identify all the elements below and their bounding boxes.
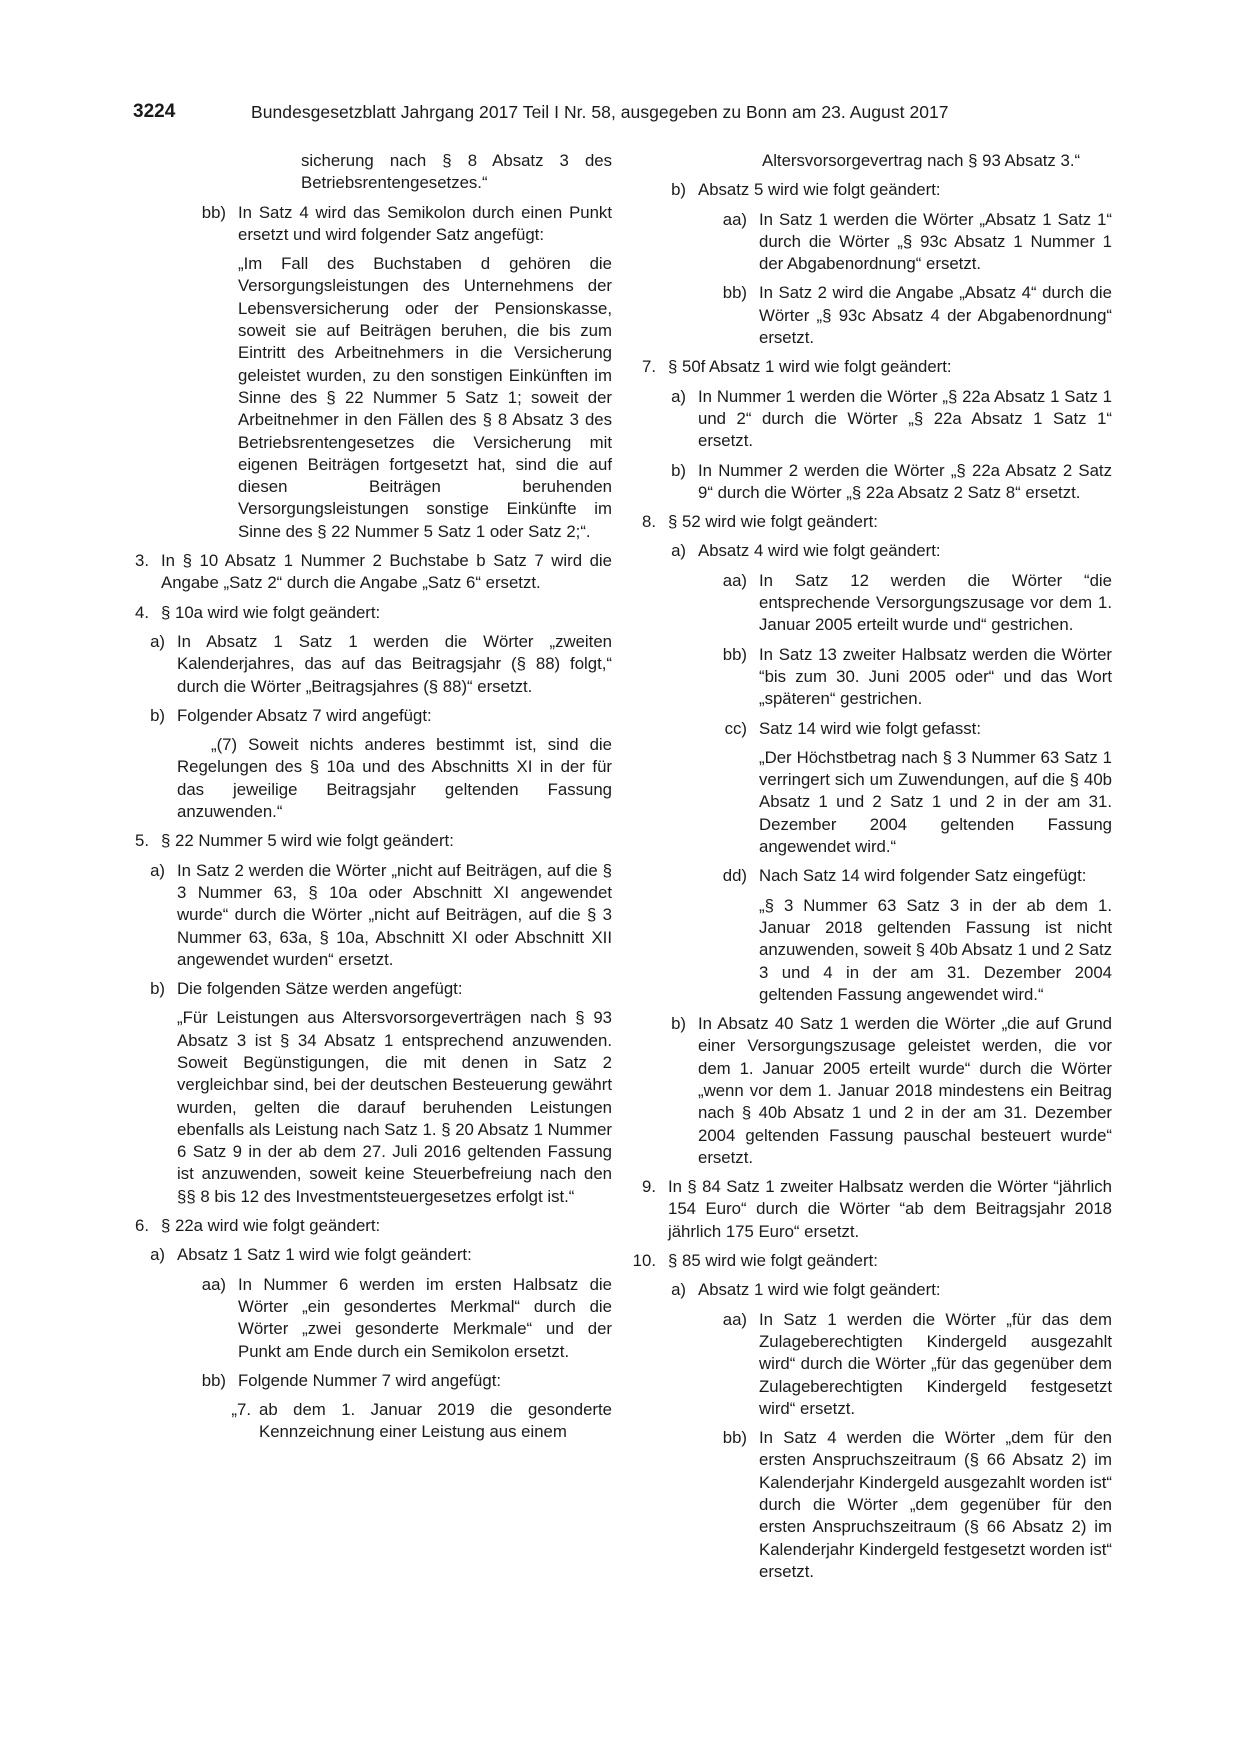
item-number: 9. <box>642 1177 656 1197</box>
quoted-text: „(7) Soweit nichts anderes bestimmt ist, sind die Regelungen des § 10a und des Abschnitts XI in der für das jeweilige Beitragsjahr geltenden Fassung anzuwenden.“ <box>177 735 612 822</box>
amendment-text: In Satz 2 wird die Angabe „Absatz 4“ durch die Wörter „§ 93c Absatz 4 der Abgabenordnung“ ersetzt. <box>759 283 1112 348</box>
continuation-text <box>301 150 612 195</box>
amendment-text: sicherung nach § 8 Absatz 3 des Betriebsrentengesetzes.“ <box>301 151 612 193</box>
quoted-text: „§ 3 Nummer 63 Satz 3 in der ab dem 1. Januar 2018 geltenden Fassung ist nicht anzuwenden, soweit § 40b Absatz 1 und 2 Satz 3 und 4 in der am 31. Dezember 2004 geltenden Fassung angewendet wird.“ <box>759 895 1112 1004</box>
list-item <box>710 865 1112 1006</box>
item-number: b) <box>671 1014 686 1034</box>
list-item <box>135 1215 612 1237</box>
amendment-text: In Nummer 6 werden im ersten Halbsatz die Wörter „ein gesondertes Merkmal“ durch die Wörter „zwei gesonderte Merkmale“ und der Punkt am Ende durch ein Semikolon ersetzt. <box>238 1274 612 1361</box>
list-item <box>710 644 1112 711</box>
list-item <box>149 705 612 823</box>
list-item <box>632 356 1112 378</box>
list-item <box>670 1279 1112 1301</box>
amendment-text: Nach Satz 14 wird folgender Satz eingefügt: <box>759 866 1087 886</box>
amendment-text: Die folgenden Sätze werden angefügt: <box>177 979 463 999</box>
amendment-text: Absatz 4 wird wie folgt geändert: <box>698 541 941 561</box>
page-header <box>133 101 1113 131</box>
amendment-text: § 22a wird wie folgt geändert: <box>161 1216 381 1236</box>
list-item <box>189 1370 612 1392</box>
list-item <box>135 550 612 595</box>
quoted-text: ab dem 1. Januar 2019 die gesonderte Kennzeichnung einer Leistung aus einem <box>259 1400 612 1442</box>
item-number: 3. <box>135 551 149 571</box>
list-item <box>189 202 612 543</box>
item-number: dd) <box>722 866 747 886</box>
amendment-text: § 50f Absatz 1 wird wie folgt geändert: <box>668 357 952 377</box>
continuation-text <box>762 150 1112 172</box>
list-item <box>149 860 612 971</box>
list-item <box>632 1176 1112 1243</box>
item-number: a) <box>671 386 686 406</box>
item-number: bb) <box>722 1428 747 1448</box>
list-item <box>710 570 1112 637</box>
item-number: a) <box>150 860 165 880</box>
list-item <box>149 978 612 1208</box>
list-item <box>670 460 1112 505</box>
item-number: 7. <box>642 357 656 377</box>
item-number: 5. <box>135 831 149 851</box>
list-item <box>149 1244 612 1266</box>
amendment-text: In Satz 13 zweiter Halbsatz werden die Wörter “bis zum 30. Juni 2005 oder“ und das Wort „späteren“ gestrichen. <box>759 644 1112 709</box>
amendment-text: In Absatz 1 Satz 1 werden die Wörter „zweiten Kalenderjahres, das auf das Beitragsjahr (§ 88) folgt,“ durch die Wörter „Beitragsjahres (§ 88)“ ersetzt. <box>177 631 612 696</box>
list-item <box>189 1274 612 1363</box>
quoted-text: „Der Höchstbetrag nach § 3 Nummer 63 Satz 1 verringert sich um Zuwendungen, auf die § 40b Absatz 1 und 2 Satz 1 und 2 in der am 31. Dezember 2004 geltenden Fassung angewendet wird.“ <box>759 747 1112 857</box>
item-number: bb) <box>722 283 747 303</box>
item-number: aa) <box>722 209 747 229</box>
item-number: „7. <box>231 1400 251 1420</box>
amendment-text: Absatz 5 wird wie folgt geändert: <box>698 180 941 200</box>
amendment-text: In Satz 1 werden die Wörter „Absatz 1 Satz 1“ durch die Wörter „§ 93c Absatz 1 Nummer 1 der Abgabenordnung“ ersetzt. <box>759 209 1112 274</box>
amendment-text: In § 10 Absatz 1 Nummer 2 Buchstabe b Satz 7 wird die Angabe „Satz 2“ durch die Angabe „Satz 6“ ersetzt. <box>161 551 612 593</box>
item-number: a) <box>150 1245 165 1265</box>
list-item <box>710 282 1112 349</box>
list-item <box>670 540 1112 562</box>
item-number: 4. <box>135 602 149 622</box>
item-number: b) <box>671 180 686 200</box>
list-item <box>149 631 612 698</box>
amendment-text: § 85 wird wie folgt geändert: <box>668 1251 878 1271</box>
amendment-text: Folgender Absatz 7 wird angefügt: <box>177 705 432 725</box>
amendment-text: Folgende Nummer 7 wird angefügt: <box>238 1370 502 1390</box>
left-column <box>135 150 612 1444</box>
item-number: a) <box>671 541 686 561</box>
amendment-text: In Absatz 40 Satz 1 werden die Wörter „die auf Grund einer Versorgungszusage geleistet werden, die vor dem 1. Januar 2005 erteilt wurde“ durch die Wörter „wenn vor dem 1. Januar 2018 mindestens ein Beitrag nach § 40b Absatz 1 und 2 in der am 31. Dezember 2004 geltenden Fassung pauschal besteuert wurde“ ersetzt. <box>698 1014 1112 1167</box>
item-number: a) <box>671 1280 686 1300</box>
list-item <box>135 602 612 624</box>
item-number: aa) <box>722 570 747 590</box>
list-item <box>223 1399 612 1444</box>
amendment-text: In Satz 4 werden die Wörter „dem für den ersten Anspruchszeitraum (§ 66 Absatz 2) im Kalenderjahr Kindergeld ausgezahlt worden ist“ durch die Wörter „dem gegenüber für den ersten Anspruchszeitraum (§ 66 Absatz 2) im Kalenderjahr Kindergeld festgesetzt worden ist“ ersetzt. <box>759 1428 1112 1581</box>
list-item <box>670 1013 1112 1169</box>
amendment-text: Absatz 1 wird wie folgt geändert: <box>698 1280 941 1300</box>
amendment-text: In § 84 Satz 1 zweiter Halbsatz werden die Wörter “jährlich 154 Euro“ durch die Wörter “ab dem Beitragsjahr 2018 jährlich 175 Euro“ ersetzt. <box>668 1177 1112 1241</box>
amendment-text: In Satz 1 werden die Wörter „für das dem Zulageberechtigten Kindergeld ausgezahlt wird“ durch die Wörter „für das gegenüber dem Zulageberechtigten Kindergeld festgesetzt wird“ ersetzt. <box>759 1309 1112 1418</box>
amendment-text: In Nummer 1 werden die Wörter „§ 22a Absatz 1 Satz 1 und 2“ durch die Wörter „§ 22a Absatz 1 Satz 1“ ersetzt. <box>698 386 1112 451</box>
amendment-text: In Satz 2 werden die Wörter „nicht auf Beiträgen, auf die § 3 Nummer 63, § 10a oder Abschnitt XI angewendet wurde“ durch die Wörter „nicht auf Beiträgen, auf die § 3 Nummer 63, 63a, § 10a, Abschnitt XI oder Abschnitt XII angewendet wurden“ ersetzt. <box>177 860 612 969</box>
list-item <box>710 209 1112 276</box>
list-item <box>632 511 1112 533</box>
item-number: b) <box>150 705 165 725</box>
item-number: 10. <box>632 1251 656 1271</box>
list-item <box>710 1309 1112 1420</box>
amendment-text: Satz 14 wird wie folgt gefasst: <box>759 718 981 738</box>
list-item <box>670 179 1112 201</box>
amendment-text: In Nummer 2 werden die Wörter „§ 22a Absatz 2 Satz 9“ durch die Wörter „§ 22a Absatz 2 Satz 8“ ersetzt. <box>698 460 1112 502</box>
amendment-text: Absatz 1 Satz 1 wird wie folgt geändert: <box>177 1245 472 1265</box>
item-number: bb) <box>722 644 747 664</box>
amendment-text: Altersvorsorgevertrag nach § 93 Absatz 3.“ <box>762 151 1081 170</box>
amendment-text: § 10a wird wie folgt geändert: <box>161 602 381 622</box>
amendment-text: In Satz 4 wird das Semikolon durch einen Punkt ersetzt und wird folgender Satz angefügt: <box>238 202 612 244</box>
quoted-text: „Für Leistungen aus Altersvorsorgeverträgen nach § 93 Absatz 3 ist § 34 Absatz 1 entsprechend anzuwenden. Soweit Begünstigungen, die mit denen in Satz 2 vergleichbar sind, bei der deutschen Besteuerung gewährt wurden, gelten die darauf beruhenden Leistungen ebenfalls als Leistung nach Satz 1. § 20 Absatz 1 Nummer 6 Satz 9 in der ab dem 27. Juli 2016 geltenden Fassung ist anzuwenden, soweit keine Steuerbefreiung nach den §§ 8 bis 12 des Investmentsteuergesetzes erfolgt ist.“ <box>177 1008 612 1206</box>
right-column <box>632 150 1112 1583</box>
item-number: a) <box>150 631 165 651</box>
list-item <box>632 1250 1112 1272</box>
item-number: b) <box>150 979 165 999</box>
item-number: bb) <box>201 1370 226 1390</box>
item-number: aa) <box>722 1309 747 1329</box>
list-item <box>710 1427 1112 1583</box>
quoted-text: „Im Fall des Buchstaben d gehören die Versorgungsleistungen des Unternehmens der Lebensversicherung oder der Pensionskasse, soweit sie auf Beiträgen beruhen, die bis zum Eintritt des Arbeitnehmers in die Versicherung geleistet wurden, zu den sonstigen Einkünften im Sinne des § 22 Nummer 5 Satz 1; soweit der Arbeitnehmer in den Fällen des § 8 Absatz 3 des Betriebsrentengesetzes die Versicherung mit eigenen Beiträgen fortgesetzt hat, sind die auf diesen Beiträgen beruhenden Versorgungsleistungen sonstige Einkünfte im Sinne des § 22 Nummer 5 Satz 1 oder Satz 2;“. <box>238 254 612 541</box>
item-number: 8. <box>642 512 656 532</box>
item-number: aa) <box>201 1274 226 1294</box>
page-number: 3224 <box>133 101 176 122</box>
list-item <box>135 830 612 852</box>
amendment-text: § 52 wird wie folgt geändert: <box>668 512 878 532</box>
item-number: b) <box>671 460 686 480</box>
amendment-text: § 22 Nummer 5 wird wie folgt geändert: <box>161 831 454 851</box>
item-number: cc) <box>724 718 747 738</box>
header-title: Bundesgesetzblatt Jahrgang 2017 Teil I Nr. 58, ausgegeben zu Bonn am 23. August 2017 <box>251 102 949 122</box>
amendment-text: In Satz 12 werden die Wörter “die entsprechende Versorgungszusage vor dem 1. Januar 2005 erteilt wurde und“ gestrichen. <box>759 570 1112 635</box>
item-number: bb) <box>201 202 226 222</box>
list-item <box>670 386 1112 453</box>
item-number: 6. <box>135 1216 149 1236</box>
list-item <box>710 718 1112 859</box>
